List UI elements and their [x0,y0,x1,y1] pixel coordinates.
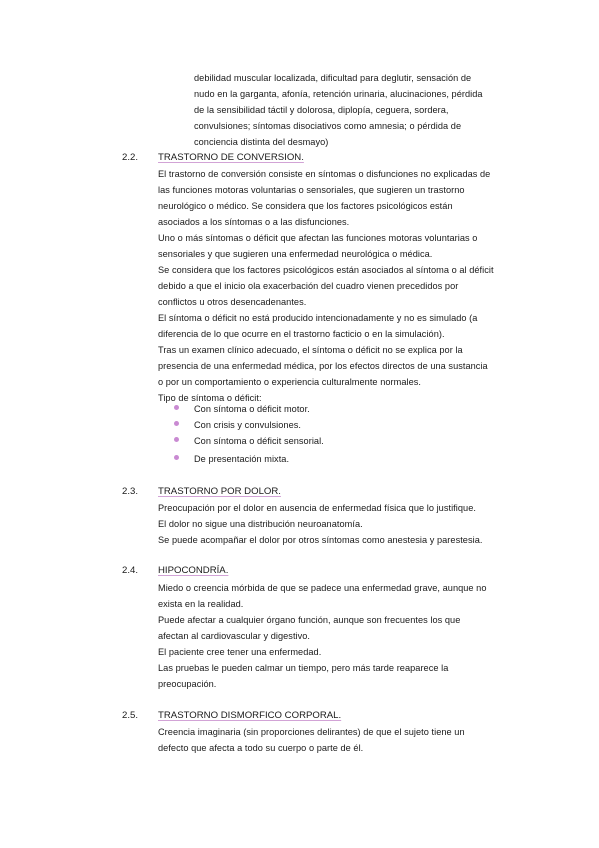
paragraph-line: afectan al cardiovascular y digestivo. [158,631,311,641]
paragraph-line: o por un comportamiento o experiencia culturalmente normales. [158,377,421,387]
paragraph-line: preocupación. [158,679,217,689]
paragraph-line: El dolor no sigue una distribución neuroanatomía. [158,519,363,529]
paragraph-line: sensoriales y que sugieren una enfermedad neurológica o médica. [158,249,433,259]
intro-line: conciencia distinta del desmayo) [194,137,329,147]
paragraph-line: exista en la realidad. [158,599,244,609]
bullet-dot-icon [174,405,179,410]
paragraph-line: Preocupación por el dolor en ausencia de enfermedad física que lo justifique. [158,503,476,513]
section-title: TRASTORNO POR DOLOR. [158,486,281,497]
intro-line: de la sensibilidad táctil y dolorosa, diplopía, ceguera, sordera, [194,105,449,115]
intro-line: nudo en la garganta, afonía, retención urinaria, alucinaciones, pérdida [194,89,483,99]
paragraph-line: El síntoma o déficit no está producido intencionadamente y no es simulado (a [158,313,478,323]
paragraph-line: Se considera que los factores psicológicos están asociados al síntoma o al déficit [158,265,494,275]
paragraph-line: Tras un examen clínico adecuado, el síntoma o déficit no se explica por la [158,345,463,355]
paragraph-line: El trastorno de conversión consiste en síntomas o disfunciones no explicadas de [158,169,491,179]
paragraph-line: Puede afectar a cualquier órgano función, aunque son frecuentes los que [158,615,461,625]
section-number: 2.5. [122,710,139,721]
paragraph-line: diferencia de lo que ocurre en el trastorno facticio o en la simulación). [158,329,445,339]
paragraph-line: Miedo o creencia mórbida de que se padece una enfermedad grave, aunque no [158,583,487,593]
paragraph-line: conflictos u otros desencadenantes. [158,297,307,307]
paragraph-line: Se puede acompañar el dolor por otros síntomas como anestesia y parestesia. [158,535,483,545]
section-title: TRASTORNO DE CONVERSION. [158,152,304,163]
paragraph-line: Uno o más síntomas o déficit que afectan las funciones motoras voluntarias o [158,233,478,243]
list-item: Con crisis y convulsiones. [194,420,301,430]
paragraph-line: Las pruebas le pueden calmar un tiempo, pero más tarde reaparece la [158,663,449,673]
list-item: Con síntoma o déficit motor. [194,404,310,414]
bullet-dot-icon [174,437,179,442]
section-number: 2.3. [122,486,139,497]
list-item: Con síntoma o déficit sensorial. [194,436,324,446]
intro-line: debilidad muscular localizada, dificultad para deglutir, sensación de [194,73,472,83]
bullet-dot-icon [174,455,179,460]
paragraph-line: asociados a los síntomas o a las disfunciones. [158,217,350,227]
paragraph-line: Tipo de síntoma o déficit: [158,393,262,403]
section-number: 2.4. [122,565,139,576]
bullet-dot-icon [174,421,179,426]
intro-line: convulsiones; síntomas disociativos como amnesia; o pérdida de [194,121,462,131]
paragraph-line: debido a que el inicio ola exacerbación del cuadro vienen precedidos por [158,281,459,291]
section-title: HIPOCONDRÍA. [158,565,229,576]
paragraph-line: las funciones motoras voluntarias o sensoriales, que sugieren un trastorno [158,185,465,195]
paragraph-line: presencia de una enfermedad médica, por los efectos directos de una sustancia [158,361,488,371]
paragraph-line: Creencia imaginaria (sin proporciones delirantes) de que el sujeto tiene un [158,727,465,737]
paragraph-line: defecto que afecta a todo su cuerpo o parte de él. [158,743,364,753]
section-title: TRASTORNO DISMORFICO CORPORAL. [158,710,342,721]
paragraph-line: El paciente cree tener una enfermedad. [158,647,322,657]
section-number: 2.2. [122,152,139,163]
paragraph-line: neurológico o médico. Se considera que los factores psicológicos están [158,201,453,211]
list-item: De presentación mixta. [194,454,290,464]
